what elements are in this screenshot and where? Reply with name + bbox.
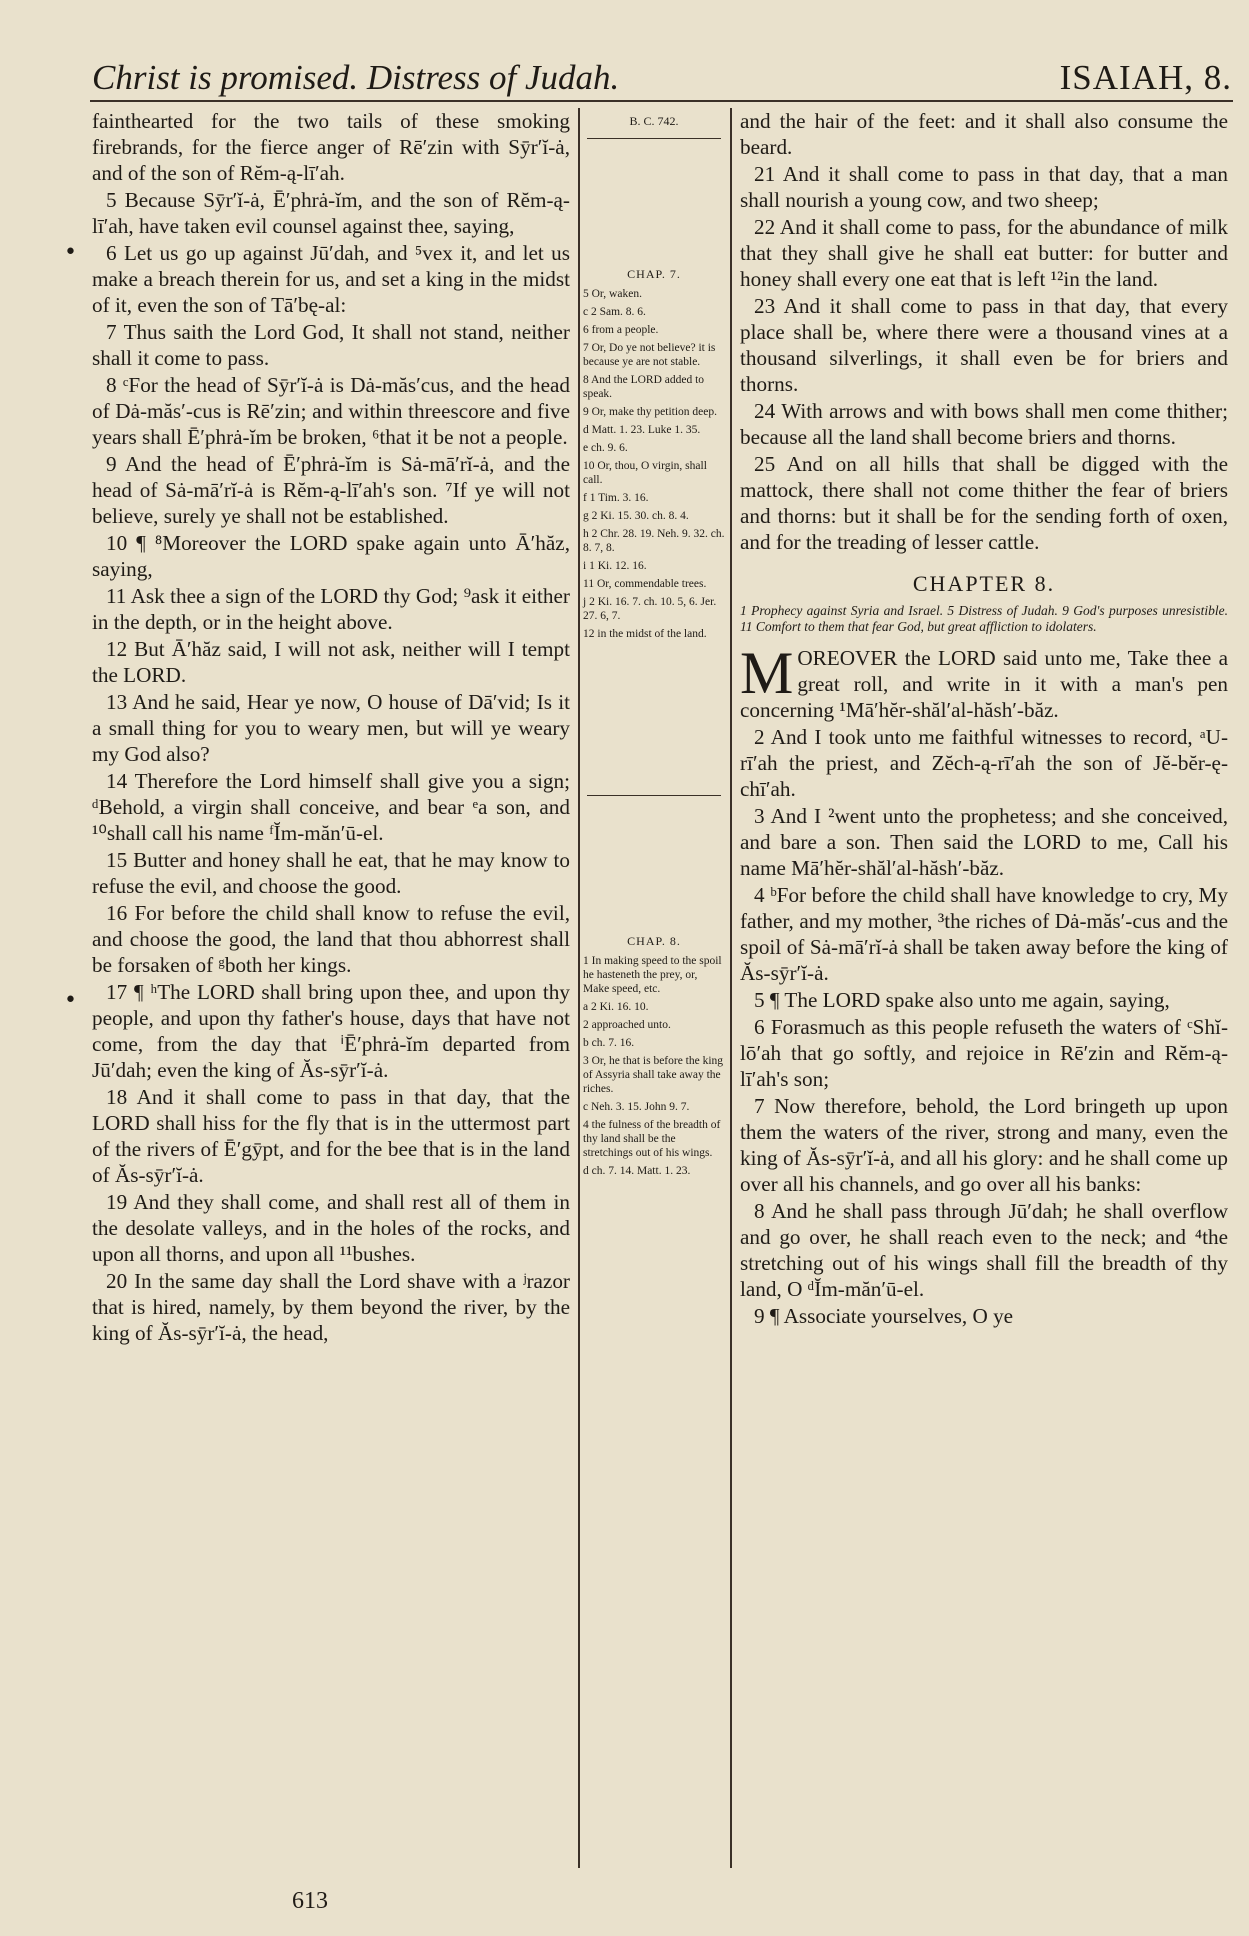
reference-rule: [587, 795, 721, 796]
header-book-chapter: ISAIAH, 8.: [1059, 58, 1232, 97]
verse: OREOVER the LORD said unto me, Take thee a great roll, and write in it with a man's pen concerning ¹Mā′hĕr-shăl′al-hăsh′-băz.: [740, 646, 1228, 722]
verse: 8 ᶜFor the head of Sȳr′ĭ-ȧ is Dȧ-măs′cus, and the head of Dȧ-măs′-cus is Rē′zin; and within threescore and five years shall Ē′phrȧ-ĭm be broken, ⁶that it be not a people.: [92, 373, 570, 449]
reference-note: i 1 Ki. 12. 16.: [583, 560, 647, 572]
verse: 10 ¶ ⁸Moreover the LORD spake again unto Ā′hăz, saying,: [92, 531, 570, 581]
reference-note: f 1 Tim. 3. 16.: [583, 492, 649, 504]
header-title: Christ is promised. Distress of Judah.: [92, 58, 620, 97]
verse: 9 ¶ Associate yourselves, O ye: [754, 1304, 1014, 1328]
verse: 6 Let us go up against Jū′dah, and ⁵vex it, and let us make a breach therein for us, and set a king in the midst of it, even the son of Tā′bę-al:: [92, 241, 570, 317]
verse: 16 For before the child shall know to refuse the evil, and choose the good, the land that thou abhorrest shall be forsaken of ᵍboth her kings.: [92, 901, 570, 977]
verse: and the hair of the feet: and it shall also consume the beard.: [740, 109, 1228, 159]
verse: 19 And they shall come, and shall rest all of them in the desolate valleys, and in the holes of the rocks, and upon all thorns, and upon all ¹¹bushes.: [92, 1190, 570, 1266]
right-text-column: [740, 108, 1228, 1330]
column-divider: [578, 108, 580, 1868]
reference-note: 8 And the LORD added to speak.: [583, 374, 705, 400]
reference-note: 7 Or, Do ye not believe? it is because ye are not stable.: [583, 342, 716, 368]
verse: fainthearted for the two tails of these smoking firebrands, for the fierce anger of Rē′zin with Sȳr′ĭ-ȧ, and of the son of Rĕm-ą-lī′ah.: [92, 109, 570, 185]
chap8-label: CHAP. 8.: [627, 934, 681, 948]
reference-note: c 2 Sam. 8. 6.: [583, 306, 646, 318]
verse: 23 And it shall come to pass in that day, that every place shall be, where there were a thousand vines at a thousand silverlings, it shall even be for briers and thorns.: [740, 294, 1228, 396]
drop-cap: M: [740, 640, 794, 706]
reference-note: d ch. 7. 14. Matt. 1. 23.: [583, 1165, 691, 1177]
verse: 3 And I ²went unto the prophetess; and she conceived, and bare a son. Then said the LORD to me, Call his name Mā′hĕr-shăl′al-hăsh′-băz.: [740, 804, 1228, 880]
reference-note: 4 the fulness of the breadth of thy land shall be the stretchings out of his wings.: [583, 1119, 721, 1159]
reference-note: 11 Or, commendable trees.: [583, 578, 707, 590]
verse: 6 Forasmuch as this people refuseth the waters of ᶜShĭ-lō′ah that go softly, and rejoice in Rē′zin and Rĕm-ą-lī′ah's son;: [740, 1015, 1228, 1091]
reference-note: g 2 Ki. 15. 30. ch. 8. 4.: [583, 510, 689, 522]
reference-note: 10 Or, thou, O virgin, shall call.: [583, 460, 707, 486]
verse: 24 With arrows and with bows shall men come thither; because all the land shall become briers and thorns.: [740, 399, 1228, 449]
reference-note: h 2 Chr. 28. 19. Neh. 9. 32. ch. 8. 7, 8.: [583, 528, 725, 554]
reference-note: d Matt. 1. 23. Luke 1. 35.: [583, 424, 701, 436]
chapter-summary: 1 Prophecy against Syria and Israel. 5 Distress of Judah. 9 God's purposes unresistible. 11 Comfort to them that fear God, but great affliction to idolaters.: [740, 603, 1228, 634]
verse: 18 And it shall come to pass in that day, that the LORD shall hiss for the fly that is in the uttermost part of the rivers of Ē′gȳpt, and for the bee that is in the land of Ăs-sȳr′ĭ-ȧ.: [92, 1085, 570, 1187]
chap7-label: CHAP. 7.: [627, 267, 681, 281]
verse: 5 ¶ The LORD spake also unto me again, saying,: [754, 988, 1170, 1012]
left-text-column: [92, 108, 570, 1347]
reference-note: a 2 Ki. 16. 10.: [583, 1001, 649, 1013]
reference-note: b ch. 7. 16.: [583, 1037, 635, 1049]
verse: 2 And I took unto me faithful witnesses to record, ᵃU-rī′ah the priest, and Zĕch-ą-rī′ah the son of Jĕ-bĕr-ę-chī′ah.: [740, 725, 1228, 801]
column-divider: [730, 108, 732, 1868]
reference-note: 2 approached unto.: [583, 1019, 671, 1031]
verse: 9 And the head of Ē′phrȧ-ĭm is Sȧ-mā′rĭ-ȧ, and the head of Sȧ-mā′rĭ-ȧ is Rĕm-ą-lī′ah's son. ⁷If ye will not believe, surely ye shall not be established.: [92, 452, 570, 528]
verse: 7 Now therefore, behold, the Lord bringeth up upon them the waters of the river, strong and many, even the king of Ăs-sȳr′ĭ-ȧ, and all his glory: and he shall come up over all his channels, and go over all his banks:: [740, 1094, 1228, 1196]
reference-note: 6 from a people.: [583, 324, 659, 336]
verse: 17 ¶ ʰThe LORD shall bring upon thee, and upon thy people, and upon thy father's house, days that have not come, from the day that ⁱĒ′phrȧ-ĭm departed from Jū′dah; even the king of Ăs-sȳr′ĭ-ȧ.: [92, 980, 570, 1082]
reference-note: 1 In making speed to the spoil he hasteneth the prey, or, Make speed, etc.: [583, 955, 722, 995]
verse: 20 In the same day shall the Lord shave with a ʲrazor that is hired, namely, by them beyond the river, by the king of Ăs-sȳr′ĭ-ȧ, the head,: [92, 1269, 570, 1345]
verse: 4 ᵇFor before the child shall have knowledge to cry, My father, and my mother, ³the riches of Dȧ-măs′-cus and the spoil of Sȧ-mā′rĭ-ȧ shall be taken away before the king of Ăs-sȳr′ĭ-ȧ.: [740, 883, 1228, 985]
verse: 25 And on all hills that shall be digged with the mattock, there shall not come thither the fear of briers and thorns: but it shall be for the sending forth of oxen, and for the treading of lesser cattle.: [740, 452, 1228, 554]
verse: 15 Butter and honey shall he eat, that he may know to refuse the evil, and choose the good.: [92, 848, 570, 898]
verse: 22 And it shall come to pass, for the abundance of milk that they shall give he shall eat butter: for butter and honey shall every one eat that is left ¹²in the land.: [740, 215, 1228, 291]
reference-note: e ch. 9. 6.: [583, 442, 628, 454]
verse: 21 And it shall come to pass in that day, that a man shall nourish a young cow, and two sheep;: [740, 162, 1228, 212]
verse: 13 And he said, Hear ye now, O house of Dā′vid; Is it a small thing for you to weary men, but will ye weary my God also?: [92, 690, 570, 766]
margin-bullet: •: [64, 240, 77, 265]
reference-note: 12 in the midst of the land.: [583, 628, 707, 640]
chapter-heading: CHAPTER 8.: [912, 571, 1056, 596]
header-rule: [90, 100, 1233, 102]
margin-bullet: •: [64, 988, 77, 1013]
date-note: B. C. 742.: [629, 114, 679, 128]
verse: 8 And he shall pass through Jū′dah; he shall overflow and go over, he shall reach even to the neck; and ⁴the stretching out of his wings shall fill the breadth of thy land, O ᵈĬm-măn′ū-el.: [740, 1199, 1228, 1301]
reference-note: c Neh. 3. 15. John 9. 7.: [583, 1101, 690, 1113]
reference-note: 9 Or, make thy petition deep.: [583, 406, 717, 418]
verse: 7 Thus saith the Lord God, It shall not stand, neither shall it come to pass.: [92, 320, 570, 370]
reference-note: j 2 Ki. 16. 7. ch. 10. 5, 6. Jer. 27. 6, 7.: [583, 596, 717, 622]
reference-column: [583, 108, 725, 1182]
verse: 5 Because Sȳr′ĭ-ȧ, Ē′phrȧ-ĭm, and the son of Rĕm-ą-lī′ah, have taken evil counsel against thee, saying,: [92, 188, 570, 238]
reference-rule: [587, 138, 721, 139]
reference-note: 3 Or, he that is before the king of Assyria shall take away the riches.: [583, 1055, 724, 1095]
verse: 12 But Ā′hăz said, I will not ask, neither will I tempt the LORD.: [92, 637, 570, 687]
verse: 11 Ask thee a sign of the LORD thy God; ⁹ask it either in the depth, or in the height above.: [92, 584, 570, 634]
reference-note: 5 Or, waken.: [583, 288, 642, 300]
verse: 14 Therefore the Lord himself shall give you a sign; ᵈBehold, a virgin shall conceive, and bear ᵉa son, and ¹⁰shall call his name ᶠĬm-măn′ū-el.: [92, 769, 570, 845]
page-number: 613: [292, 1888, 328, 1914]
